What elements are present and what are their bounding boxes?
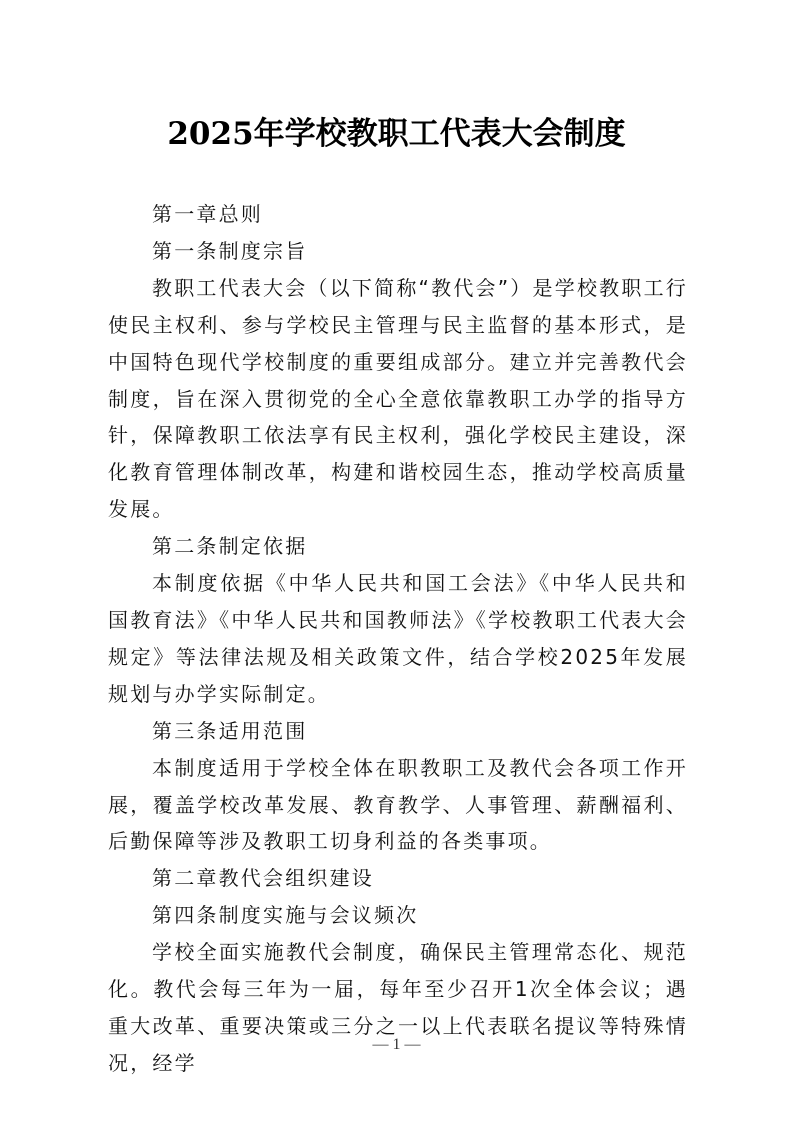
page-number: — 1 — — [372, 1036, 421, 1053]
article-heading: 第四条制度实施与会议频次 — [152, 903, 419, 928]
paragraph: 本制度依据《中华人民共和国工会法》《中华人民共和国教育法》《中华人民共和国教师法》《学校教职工代表大会规定》等法律法规及相关政策文件，结合学校2025年发展规划与办学实际制定。 — [108, 571, 688, 706]
paragraph: 学校全面实施教代会制度，确保民主管理常态化、规范化。教代会每三年为一届，每年至少召开1次全体会议；遇重大改革、重要决策或三分之一以上代表联名提议等特殊情况，经学 — [108, 940, 688, 1075]
document-body — [108, 196, 688, 1082]
article-heading: 第三条适用范围 — [152, 718, 308, 743]
chapter-heading: 第一章总则 — [152, 202, 263, 226]
article-heading: 第一条制度宗旨 — [152, 238, 308, 263]
paragraph: 本制度适用于学校全体在职教职工及教代会各项工作开展，覆盖学校改革发展、教育教学、人事管理、薪酬福利、后勤保障等涉及教职工切身利益的各类事项。 — [108, 755, 688, 854]
article-heading: 第二条制定依据 — [152, 534, 308, 559]
document-title: 2025年学校教职工代表大会制度 — [167, 116, 626, 152]
chapter-heading: 第二章教代会组织建设 — [152, 866, 374, 891]
paragraph: 教职工代表大会（以下简称“教代会”）是学校教职工行使民主权利、参与学校民主管理与民主监督的基本形式，是中国特色现代学校制度的重要组成部分。建立并完善教代会制度，旨在深入贯彻党的全心全意依靠教职工办学的指导方针，保障教职工依法享有民主权利，强化学校民主建设，深化教育管理体制改革，构建和谐校园生态，推动学校高质量发展。 — [108, 275, 688, 522]
